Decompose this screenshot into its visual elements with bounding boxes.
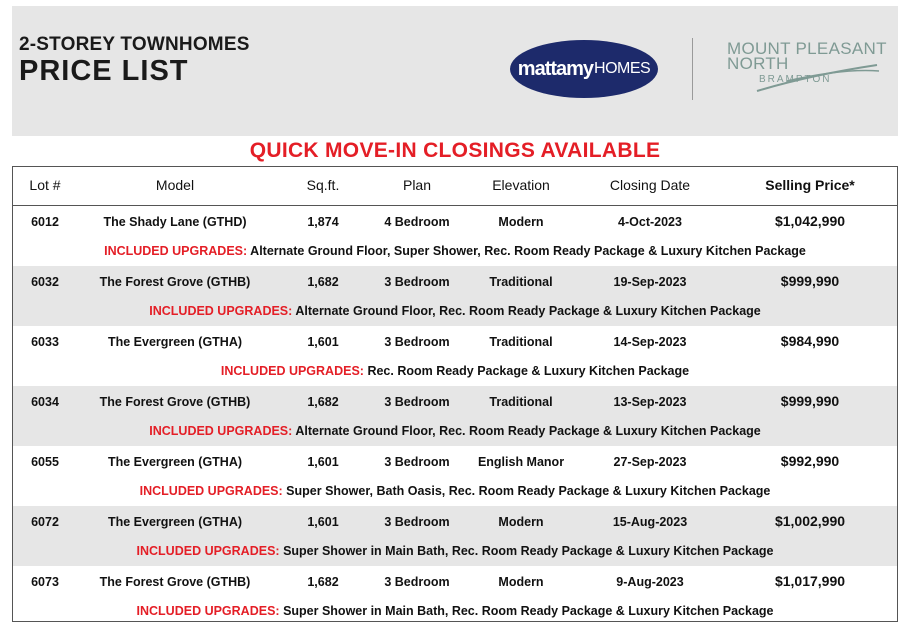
upgrades-text: Alternate Ground Floor, Rec. Room Ready Package & Luxury Kitchen Package: [295, 424, 761, 438]
sqft-value: 1,682: [307, 395, 339, 409]
mattamy-homes-logo: [510, 40, 658, 98]
upgrades-text: Alternate Ground Floor, Super Shower, Rec. Room Ready Package & Luxury Kitchen Package: [250, 244, 806, 258]
upgrades-text: Rec. Room Ready Package & Luxury Kitchen Package: [367, 364, 690, 378]
plan-value: 3 Bedroom: [384, 395, 450, 409]
lot-number: 6034: [31, 395, 59, 409]
elevation-value: English Manor: [477, 455, 565, 469]
model-name: The Forest Grove (GTHB): [99, 575, 251, 589]
upgrades-label: INCLUDED UPGRADES:: [149, 304, 293, 318]
plan-value: 3 Bedroom: [384, 575, 450, 589]
closing-date-value: 15-Aug-2023: [612, 515, 688, 529]
closing-date-value: 27-Sep-2023: [613, 455, 687, 469]
selling-price-value: $992,990: [780, 453, 840, 469]
lot-number: 6033: [31, 335, 59, 349]
table-header: [13, 167, 897, 206]
model-name: The Evergreen (GTHA): [107, 515, 243, 529]
col-lot: Lot #: [29, 177, 61, 193]
elevation-value: Modern: [498, 215, 544, 229]
table-row: [13, 566, 897, 622]
included-upgrades: [13, 484, 897, 498]
community-line-1: MOUNT PLEASANT: [727, 39, 887, 58]
closing-date-value: 13-Sep-2023: [613, 395, 687, 409]
table-row: [13, 446, 897, 506]
col-model: Model: [155, 177, 195, 193]
table-row: [13, 266, 897, 326]
community-logo: [727, 39, 887, 99]
page-title: PRICE LIST: [19, 55, 189, 87]
closing-date-value: 19-Sep-2023: [613, 275, 687, 289]
closing-date-value: 9-Aug-2023: [616, 575, 684, 589]
selling-price-value: $1,017,990: [774, 573, 846, 589]
plan-value: 3 Bedroom: [384, 515, 450, 529]
plan-value: 4 Bedroom: [384, 215, 450, 229]
included-upgrades: [13, 244, 897, 258]
table-row: [13, 506, 897, 566]
lot-number: 6073: [31, 575, 59, 589]
upgrades-label: INCLUDED UPGRADES:: [220, 364, 364, 378]
model-name: The Evergreen (GTHA): [107, 455, 243, 469]
sqft-value: 1,601: [307, 335, 339, 349]
model-name: The Shady Lane (GTHD): [103, 215, 247, 229]
elevation-value: Modern: [498, 575, 544, 589]
upgrades-label: INCLUDED UPGRADES:: [136, 604, 280, 618]
plan-value: 3 Bedroom: [384, 455, 450, 469]
included-upgrades: [13, 604, 897, 618]
page-subtitle: 2-STOREY TOWNHOMES: [19, 34, 250, 55]
price-list-table: [12, 166, 898, 622]
included-upgrades: [13, 364, 897, 378]
plan-value: 3 Bedroom: [384, 275, 450, 289]
selling-price-value: $1,002,990: [774, 513, 846, 529]
logo-divider: [692, 38, 693, 100]
col-closing-date: Closing Date: [609, 177, 691, 193]
upgrades-label: INCLUDED UPGRADES:: [139, 484, 283, 498]
selling-price-value: $999,990: [780, 273, 840, 289]
selling-price-value: $1,042,990: [774, 213, 846, 229]
col-plan: Plan: [402, 177, 432, 193]
lot-number: 6032: [31, 275, 59, 289]
model-name: The Forest Grove (GTHB): [99, 395, 251, 409]
quick-move-in-banner: QUICK MOVE-IN CLOSINGS AVAILABLE: [249, 139, 661, 162]
upgrades-label: INCLUDED UPGRADES:: [136, 544, 280, 558]
sqft-value: 1,874: [307, 215, 339, 229]
plan-value: 3 Bedroom: [384, 335, 450, 349]
selling-price-value: $999,990: [780, 393, 840, 409]
upgrades-label: INCLUDED UPGRADES:: [104, 244, 248, 258]
community-line-3: BRAMPTON: [759, 74, 832, 85]
brand-logo-bold: mattamy: [517, 57, 594, 80]
closing-date-value: 14-Sep-2023: [613, 335, 687, 349]
lot-number: 6055: [31, 455, 59, 469]
col-selling-price: Selling Price*: [765, 177, 855, 193]
upgrades-label: INCLUDED UPGRADES:: [149, 424, 293, 438]
col-sqft: Sq.ft.: [306, 177, 340, 193]
model-name: The Forest Grove (GTHB): [99, 275, 251, 289]
elevation-value: Modern: [498, 515, 544, 529]
model-name: The Evergreen (GTHA): [107, 335, 243, 349]
col-elevation: Elevation: [492, 177, 550, 193]
lot-number: 6072: [31, 515, 59, 529]
elevation-value: Traditional: [489, 335, 553, 349]
upgrades-text: Alternate Ground Floor, Rec. Room Ready Package & Luxury Kitchen Package: [295, 304, 761, 318]
upgrades-text: Super Shower in Main Bath, Rec. Room Ready Package & Luxury Kitchen Package: [283, 544, 774, 558]
elevation-value: Traditional: [489, 275, 553, 289]
included-upgrades: [13, 424, 897, 438]
sqft-value: 1,601: [307, 455, 339, 469]
table-row: [13, 326, 897, 386]
table-row: [13, 386, 897, 446]
sqft-value: 1,682: [307, 275, 339, 289]
community-line-2: NORTH: [727, 54, 789, 73]
closing-date-value: 4-Oct-2023: [618, 215, 682, 229]
sqft-value: 1,601: [307, 515, 339, 529]
sqft-value: 1,682: [307, 575, 339, 589]
upgrades-text: Super Shower, Bath Oasis, Rec. Room Ready Package & Luxury Kitchen Package: [286, 484, 771, 498]
included-upgrades: [13, 544, 897, 558]
upgrades-text: Super Shower in Main Bath, Rec. Room Ready Package & Luxury Kitchen Package: [283, 604, 774, 618]
header-panel: [12, 6, 898, 136]
elevation-value: Traditional: [489, 395, 553, 409]
table-row: [13, 206, 897, 266]
brand-logo-light: HOMES: [594, 60, 651, 77]
selling-price-value: $984,990: [780, 333, 840, 349]
included-upgrades: [13, 304, 897, 318]
lot-number: 6012: [31, 215, 59, 229]
